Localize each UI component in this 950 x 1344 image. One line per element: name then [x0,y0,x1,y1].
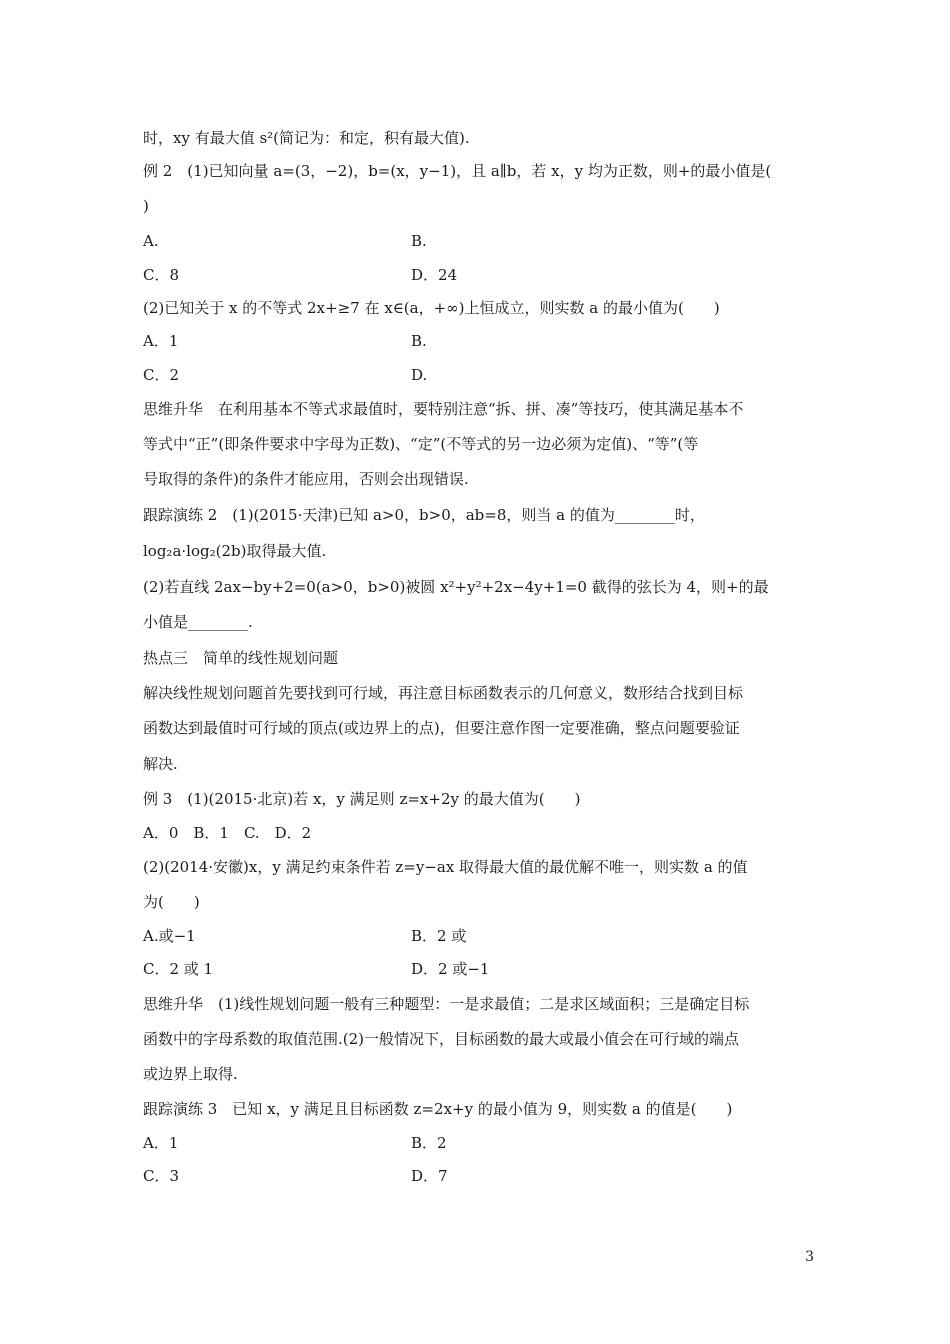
option-a: A.或−1 [143,927,196,945]
exercise-3-question: 跟踪演练 3 已知 x，y 满足且目标函数 z=2x+y 的最小值为 9，则实数 a 的值是( ) [143,1100,733,1118]
intro-paragraph: 函数达到最值时可行域的顶点(或边界上的点)，但要注意作图一定要准确，整点问题要验证 [143,719,740,737]
exercise-2-question-1: 跟踪演练 2 (1)(2015·天津)已知 a>0，b>0，ab=8，则当 a 的值为________时， [143,506,705,524]
summary-paragraph: 或边界上取得. [143,1065,238,1083]
intro-paragraph: 解决. [143,755,178,773]
option-a: A. [143,232,159,250]
option-b: B．2 [411,1134,447,1152]
text-line: 时，xy 有最大值 s²(简记为：和定，积有最大值). [143,129,470,147]
option-d: D．7 [411,1167,448,1185]
option-c: C．3 [143,1167,180,1185]
section-heading: 热点三 简单的线性规划问题 [143,649,339,667]
text-line: ) [143,197,149,215]
summary-paragraph: 思维升华 在利用基本不等式求最值时，要特别注意“拆、拼、凑”等技巧，使其满足基本不 [143,400,744,418]
summary-paragraph: 等式中“正”(即条件要求中字母为正数)、“定”(不等式的另一边必须为定值)、“等”(等 [143,435,699,453]
option-a: A．1 [143,1134,179,1152]
option-d: D．2 或−1 [411,960,490,978]
summary-paragraph: 号取得的条件)的条件才能应用，否则会出现错误. [143,470,469,488]
example-2-question-1: 例 2 (1)已知向量 a=(3，−2)，b=(x，y−1)，且 a∥b，若 x，y 均为正数，则+的最小值是( [143,162,772,180]
page-number: 3 [805,1249,814,1265]
exercise-2-question-2: (2)若直线 2ax−by+2=0(a>0，b>0)被圆 x²+y²+2x−4y+1=0 截得的弦长为 4，则+的最 [143,578,769,596]
option-b: B．2 或 [411,927,467,945]
example-3-question-2: (2)(2014·安徽)x，y 满足约束条件若 z=y−ax 取得最大值的最优解不唯一，则实数 a 的值 [143,858,748,876]
option-d: D．24 [411,266,458,284]
text-line: 小值是________. [143,613,253,631]
option-c: C．2 [143,366,180,384]
options-inline: A．0 B．1 C. D．2 [143,824,312,842]
text-line: log₂a·log₂(2b)取得最大值. [143,542,327,560]
summary-paragraph: 函数中的字母系数的取值范围.(2)一般情况下，目标函数的最大或最小值会在可行域的端点 [143,1030,740,1048]
option-b: B. [411,232,427,250]
option-d: D. [411,366,428,384]
option-a: A．1 [143,332,179,350]
example-3-question-1: 例 3 (1)(2015·北京)若 x，y 满足则 z=x+2y 的最大值为( ) [143,790,581,808]
intro-paragraph: 解决线性规划问题首先要找到可行域，再注意目标函数表示的几何意义，数形结合找到目标 [143,684,744,702]
summary-paragraph: 思维升华 (1)线性规划问题一般有三种题型：一是求最值；二是求区域面积；三是确定目标 [143,995,750,1013]
text-line: 为( ) [143,893,200,911]
option-c: C．8 [143,266,180,284]
example-2-question-2: (2)已知关于 x 的不等式 2x+≥7 在 x∈(a，+∞)上恒成立，则实数 a 的最小值为( ) [143,299,720,317]
option-c: C．2 或 1 [143,960,214,978]
option-b: B. [411,332,427,350]
